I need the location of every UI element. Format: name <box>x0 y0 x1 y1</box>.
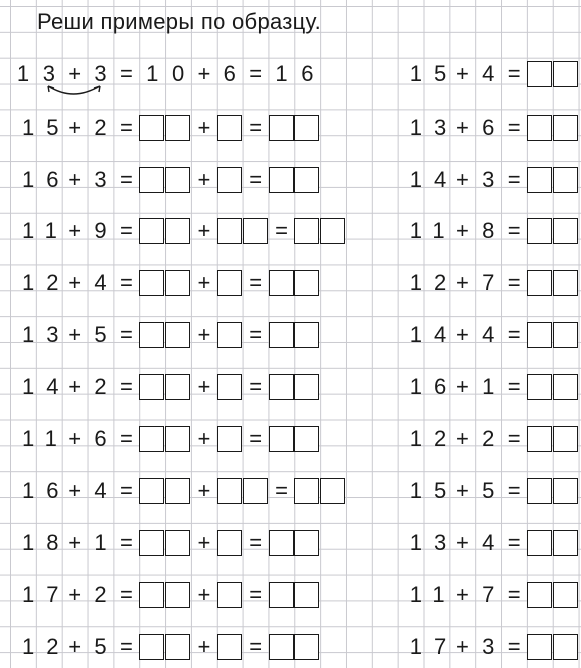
second-addend: 4 <box>482 61 495 86</box>
plus-sign: + <box>68 530 82 555</box>
first-addend: 12 <box>409 426 459 451</box>
answer-box-units[interactable] <box>165 530 190 556</box>
second-addend: 2 <box>94 115 107 140</box>
answer-box-part[interactable] <box>217 218 242 244</box>
first-addend: 17 <box>409 634 459 659</box>
answer-box-units[interactable] <box>553 582 578 608</box>
first-addend: 14 <box>409 167 459 192</box>
answer-box-tens[interactable] <box>527 426 552 452</box>
answer-box-tens[interactable] <box>139 634 164 660</box>
answer-box-units[interactable] <box>553 322 578 348</box>
answer-box-units[interactable] <box>165 270 190 296</box>
equals-sign: = <box>249 530 263 555</box>
first-addend: 16 <box>409 374 459 399</box>
second-addend: 4 <box>482 322 495 347</box>
equals-sign: = <box>507 426 521 451</box>
answer-box-tens[interactable] <box>139 530 164 556</box>
equals-sign: = <box>507 115 521 140</box>
equals-sign: = <box>119 582 133 607</box>
answer-box-tens[interactable] <box>139 115 164 141</box>
second-addend: 7 <box>482 582 495 607</box>
first-addend: 13 <box>22 322 71 347</box>
answer-box-units[interactable] <box>165 167 190 193</box>
second-addend: 8 <box>482 218 495 243</box>
equals-sign: = <box>507 61 521 86</box>
sample-token: 1 <box>146 61 159 86</box>
answer-box-tens[interactable] <box>527 582 552 608</box>
answer-box-units[interactable] <box>320 218 345 244</box>
plus-sign: + <box>68 478 82 503</box>
second-addend: 5 <box>94 634 107 659</box>
equals-sign: = <box>507 634 521 659</box>
first-addend: 15 <box>409 61 459 86</box>
second-addend: 2 <box>94 374 107 399</box>
plus-sign: + <box>68 322 82 347</box>
answer-box-units[interactable] <box>294 530 319 556</box>
answer-box-units[interactable] <box>294 270 319 296</box>
plus-sign: + <box>68 167 82 192</box>
answer-box-units[interactable] <box>294 167 319 193</box>
equals-sign: = <box>119 478 133 503</box>
equals-sign: = <box>249 115 263 140</box>
answer-box-units[interactable] <box>165 115 190 141</box>
answer-box-tens[interactable] <box>139 270 164 296</box>
plus-sign: + <box>456 582 469 607</box>
answer-box-part[interactable] <box>217 478 242 504</box>
answer-box-tens[interactable] <box>527 478 552 504</box>
equals-sign: = <box>119 374 133 399</box>
answer-box-units[interactable] <box>165 374 190 400</box>
answer-box-tens[interactable] <box>269 530 294 556</box>
answer-box-tens[interactable] <box>139 374 164 400</box>
answer-box-units[interactable] <box>553 374 578 400</box>
answer-box-tens[interactable] <box>139 478 164 504</box>
equals-sign: = <box>119 426 133 451</box>
second-addend: 6 <box>482 115 495 140</box>
plus-sign: + <box>197 478 211 503</box>
answer-box-tens[interactable] <box>269 115 294 141</box>
equals-sign: = <box>119 167 133 192</box>
answer-box-units[interactable] <box>165 218 190 244</box>
answer-box-units[interactable] <box>553 478 578 504</box>
equals-sign: = <box>249 374 263 399</box>
answer-box-part[interactable] <box>217 634 242 660</box>
plus-sign: + <box>197 634 211 659</box>
equals-sign: = <box>249 322 263 347</box>
answer-box-units[interactable] <box>294 322 319 348</box>
answer-box-part[interactable] <box>217 374 242 400</box>
first-addend: 14 <box>409 322 459 347</box>
first-addend: 13 <box>409 530 459 555</box>
first-addend: 11 <box>409 218 457 243</box>
plus-sign: + <box>456 61 469 86</box>
sample-token: = <box>249 61 263 86</box>
equals-sign: = <box>119 530 133 555</box>
second-addend: 5 <box>482 478 495 503</box>
equals-sign: = <box>119 115 133 140</box>
plus-sign: + <box>456 478 469 503</box>
answer-box-units[interactable] <box>553 167 578 193</box>
second-addend: 9 <box>94 218 107 243</box>
second-addend: 4 <box>482 530 495 555</box>
answer-box-units[interactable] <box>165 478 190 504</box>
first-addend: 12 <box>22 270 71 295</box>
sample-token: + <box>68 61 82 86</box>
first-addend: 12 <box>22 634 71 659</box>
second-addend: 4 <box>94 478 107 503</box>
plus-sign: + <box>456 322 469 347</box>
answer-box-units[interactable] <box>294 634 319 660</box>
answer-box-tens[interactable] <box>269 322 294 348</box>
equals-sign: = <box>249 634 263 659</box>
plus-sign: + <box>456 115 469 140</box>
first-addend: 16 <box>22 167 71 192</box>
plus-sign: + <box>456 218 469 243</box>
answer-box-units[interactable] <box>553 634 578 660</box>
equals-sign: = <box>119 218 133 243</box>
answer-box-units[interactable] <box>165 322 190 348</box>
plus-sign: + <box>68 115 82 140</box>
answer-box-units[interactable] <box>294 426 319 452</box>
answer-box-tens[interactable] <box>139 218 164 244</box>
plus-sign: + <box>456 374 469 399</box>
answer-box-part[interactable] <box>217 426 242 452</box>
first-addend: 15 <box>409 478 459 503</box>
answer-box-tens[interactable] <box>269 634 294 660</box>
equals-sign: = <box>507 374 521 399</box>
answer-box-units[interactable] <box>165 426 190 452</box>
plus-sign: + <box>68 582 82 607</box>
answer-box-part[interactable] <box>243 218 268 244</box>
equals-sign: = <box>507 322 521 347</box>
answer-box-part[interactable] <box>217 115 242 141</box>
answer-box-part[interactable] <box>217 270 242 296</box>
equals-sign: = <box>507 478 521 503</box>
answer-box-tens[interactable] <box>527 634 552 660</box>
equals-sign: = <box>119 270 133 295</box>
equals-sign: = <box>507 167 521 192</box>
answer-box-tens[interactable] <box>269 270 294 296</box>
second-addend: 3 <box>482 167 495 192</box>
sample-token: + <box>197 61 211 86</box>
answer-box-units[interactable] <box>553 115 578 141</box>
equals-sign: = <box>507 218 521 243</box>
plus-sign: + <box>68 270 82 295</box>
answer-box-tens[interactable] <box>269 426 294 452</box>
sample-token: 6 <box>301 61 314 86</box>
sample-token: 3 <box>94 61 107 86</box>
answer-box-tens[interactable] <box>527 374 552 400</box>
plus-sign: + <box>456 426 469 451</box>
equals-sign: = <box>249 582 263 607</box>
answer-box-units[interactable] <box>294 115 319 141</box>
equals-sign: = <box>507 270 521 295</box>
answer-box-units[interactable] <box>165 634 190 660</box>
answer-box-part[interactable] <box>217 582 242 608</box>
plus-sign: + <box>197 426 211 451</box>
answer-box-tens[interactable] <box>527 530 552 556</box>
first-addend: 12 <box>409 270 459 295</box>
answer-box-tens[interactable] <box>269 582 294 608</box>
answer-box-tens[interactable] <box>139 167 164 193</box>
second-addend: 1 <box>482 374 495 399</box>
first-addend: 14 <box>22 374 71 399</box>
second-addend: 4 <box>94 270 107 295</box>
plus-sign: + <box>197 374 211 399</box>
first-addend: 11 <box>22 218 69 243</box>
answer-box-tens[interactable] <box>139 426 164 452</box>
plus-sign: + <box>197 530 211 555</box>
equals-sign: = <box>119 322 133 347</box>
answer-box-units[interactable] <box>553 270 578 296</box>
second-addend: 5 <box>94 322 107 347</box>
second-addend: 6 <box>94 426 107 451</box>
second-addend: 2 <box>482 426 495 451</box>
sample-token: 6 <box>223 61 236 86</box>
plus-sign: + <box>197 115 211 140</box>
answer-box-tens[interactable] <box>269 374 294 400</box>
sample-token: 1 <box>16 61 30 86</box>
equals-sign: = <box>275 478 288 503</box>
second-addend: 3 <box>94 167 107 192</box>
answer-box-units[interactable] <box>553 61 578 87</box>
answer-box-units[interactable] <box>165 582 190 608</box>
answer-box-tens[interactable] <box>527 61 552 87</box>
answer-box-tens[interactable] <box>294 218 319 244</box>
answer-box-part[interactable] <box>243 478 268 504</box>
plus-sign: + <box>197 270 211 295</box>
answer-box-tens[interactable] <box>139 582 164 608</box>
plus-sign: + <box>456 634 469 659</box>
answer-box-units[interactable] <box>294 374 319 400</box>
answer-box-tens[interactable] <box>527 218 552 244</box>
plus-sign: + <box>197 582 211 607</box>
first-addend: 18 <box>22 530 71 555</box>
first-addend: 15 <box>22 115 71 140</box>
plus-sign: + <box>197 322 211 347</box>
first-addend: 11 <box>409 582 457 607</box>
sample-token: 1 <box>275 61 288 86</box>
plus-sign: + <box>68 426 82 451</box>
plus-sign: + <box>456 167 469 192</box>
answer-box-part[interactable] <box>217 322 242 348</box>
answer-box-units[interactable] <box>294 582 319 608</box>
answer-box-units[interactable] <box>553 218 578 244</box>
equals-sign: = <box>249 167 263 192</box>
second-addend: 2 <box>94 582 107 607</box>
second-addend: 1 <box>94 530 107 555</box>
answer-box-tens[interactable] <box>527 115 552 141</box>
first-addend: 16 <box>22 478 71 503</box>
sample-token: 0 <box>171 61 185 86</box>
plus-sign: + <box>197 218 211 243</box>
plus-sign: + <box>456 530 469 555</box>
plus-sign: + <box>68 374 82 399</box>
answer-box-tens[interactable] <box>527 322 552 348</box>
equals-sign: = <box>119 634 133 659</box>
plus-sign: + <box>456 270 469 295</box>
equals-sign: = <box>507 530 521 555</box>
equals-sign: = <box>249 270 263 295</box>
first-addend: 17 <box>22 582 71 607</box>
equals-sign: = <box>507 582 521 607</box>
plus-sign: + <box>68 634 82 659</box>
equals-sign: = <box>249 426 263 451</box>
first-addend: 13 <box>409 115 459 140</box>
answer-box-tens[interactable] <box>294 478 319 504</box>
sample-token: 3 <box>42 61 55 86</box>
plus-sign: + <box>197 167 211 192</box>
worksheet-title: Реши примеры по образцу. <box>37 9 322 34</box>
second-addend: 3 <box>482 634 495 659</box>
second-addend: 7 <box>482 270 495 295</box>
answer-box-tens[interactable] <box>527 167 552 193</box>
answer-box-tens[interactable] <box>527 270 552 296</box>
answer-box-part[interactable] <box>217 167 242 193</box>
answer-box-units[interactable] <box>553 426 578 452</box>
answer-box-part[interactable] <box>217 530 242 556</box>
equals-sign: = <box>275 218 288 243</box>
plus-sign: + <box>68 218 82 243</box>
answer-box-units[interactable] <box>553 530 578 556</box>
answer-box-tens[interactable] <box>269 167 294 193</box>
answer-box-tens[interactable] <box>139 322 164 348</box>
answer-box-units[interactable] <box>320 478 345 504</box>
first-addend: 11 <box>22 426 69 451</box>
sample-token: = <box>119 61 133 86</box>
